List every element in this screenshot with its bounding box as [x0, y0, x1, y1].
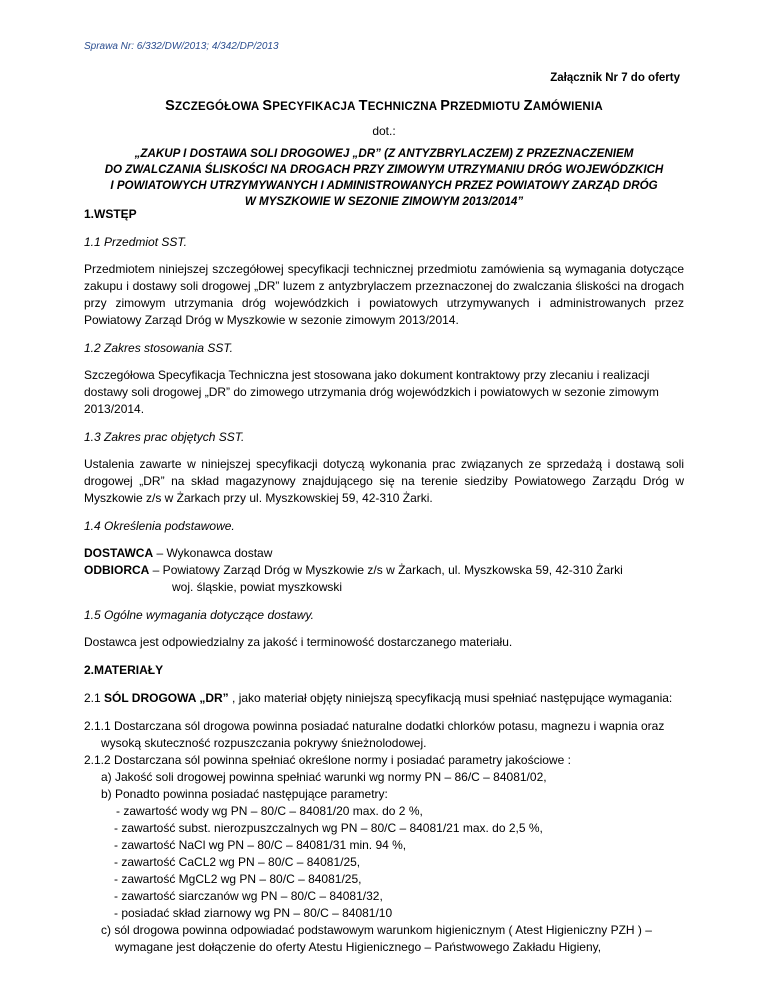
definitions-block — [84, 545, 684, 596]
paragraph: Przedmiotem niniejszej szczegółowej specyfikacji technicznej przedmiotu zamówienia są wymagania dotyczące zakupu i dostawy soli drogowej „DR” luzem z antyzbrylaczem przeznaczonej do zwalczania śliskości na drogach przy zimowym utrzymania dróg wojewódzkich i powiatowych utrzymywanych i administrowanych przez Powiatowy Zarząd Dróg w Myszkowie w sezonie zimowym 2013/2014. — [84, 262, 684, 327]
list-item: 2.1.1 Dostarczana sól drogowa powinna posiadać naturalne dodatki chlorków potasu, magnezu i wapnia oraz wysoką skuteczność rozpuszczania pokrywy śnieżnolodowej. — [84, 719, 665, 750]
section-heading: 2.MATERIAŁY — [84, 663, 164, 677]
list-item: a) Jakość soli drogowej powinna spełniać warunki wg normy PN – 86/C – 84081/02, — [101, 770, 547, 784]
annex-label: Załącznik Nr 7 do oferty — [550, 72, 680, 84]
list-item: 2.1.2 Dostarczana sól powinna spełniać określone normy i posiadać parametry jakościowe : — [84, 753, 571, 767]
paragraph: Dostawca jest odpowiedzialny za jakość i terminowość dostarczanego materiału. — [84, 635, 513, 649]
subject-line: „ZAKUP I DOSTAWA SOLI DROGOWEJ „DR” (Z ANTYZBRYLACZEM) Z PRZEZNACZENIEM — [134, 147, 634, 160]
parameter-item: - zawartość NaCl wg PN – 80/C – 84081/31 min. 94 %, — [114, 838, 407, 852]
parameter-item: - zawartość subst. nierozpuszczalnych wg PN – 80/C – 84081/21 max. do 2,5 %, — [114, 821, 543, 835]
parameter-item: - zawartość wody wg PN – 80/C – 84081/20 max. do 2 %, — [116, 804, 423, 818]
paragraph: Szczegółowa Specyfikacja Techniczna jest stosowana jako dokument kontraktowy przy zlecaniu i realizacji dostawy soli drogowej „DR” do zimowego utrzymania dróg wojewódzkich i powiatowych w sezonie zimowym 2013/2014. — [84, 368, 659, 416]
list-item: b) Ponadto powinna posiadać następujące parametry: — [101, 787, 388, 801]
parameter-item: - zawartość MgCL2 wg PN – 80/C – 84081/25, — [114, 872, 362, 886]
subject-block — [0, 146, 768, 210]
definition-supplier: DOSTAWCA – Wykonawca dostaw — [84, 546, 273, 560]
list-item: c) sól drogowa powinna odpowiadać podstawowym warunkom higienicznym ( Atest Higieniczny PZH ) – wymagane jest dołączenie do oferty Atestu Higienicznego – Państwowego Zakładu Higieny, — [101, 923, 652, 954]
subject-line: W MYSZKOWIE W SEZONIE ZIMOWYM 2013/2014” — [244, 195, 524, 208]
parameter-item: - zawartość siarczanów wg PN – 80/C – 84081/32, — [114, 889, 383, 903]
subsection-heading: 1.3 Zakres prac objętych SST. — [84, 430, 245, 444]
subsection-heading: 1.5 Ogólne wymagania dotyczące dostawy. — [84, 608, 314, 622]
definition-recipient: ODBIORCA – Powiatowy Zarząd Dróg w Myszkowie z/s w Żarkach, ul. Myszkowska 59, 42-310 Żarki — [84, 563, 623, 577]
parameter-item: - posiadać skład ziarnowy wg PN – 80/C – 84081/10 — [114, 906, 393, 920]
document-title: SZCZEGÓŁOWA SPECYFIKACJA TECHNICZNA PRZEDMIOTU ZAMÓWIENIA — [165, 98, 603, 114]
paragraph: Ustalenia zawarte w niniejszej specyfikacji dotyczą wykonania prac związanych ze sprzedażą i dostawą soli drogowej „DR” na skład magazynowy znajdującego się na terenie siedziby Powiatowego Zarządu Dróg w Myszkowie z/s w Żarkach przy ul. Myszkowskiej 59, 42-310 Żarki. — [84, 457, 684, 505]
subject-line: I POWIATOWYCH UTRZYMYWANYCH I ADMINISTROWANYCH PRZEZ POWIATOWY ZARZĄD DRÓG — [110, 179, 658, 192]
subject-line: DO ZWALCZANIA ŚLISKOŚCI NA DROGACH PRZY ZIMOWYM UTRZYMANIU DRÓG WOJEWÓDZKICH — [104, 163, 664, 176]
subsection-heading: 1.2 Zakres stosowania SST. — [84, 341, 233, 355]
definition-recipient-cont: woj. śląskie, powiat myszkowski — [172, 580, 343, 594]
parameter-item: - zawartość CaCL2 wg PN – 80/C – 84081/25, — [114, 855, 361, 869]
document-body — [84, 206, 684, 956]
dot-label: dot.: — [372, 124, 396, 138]
section-heading: 1.WSTĘP — [84, 207, 137, 221]
case-reference: Sprawa Nr: 6/332/DW/2013; 4/342/DP/2013 — [84, 41, 279, 52]
subsection-heading: 1.1 Przedmiot SST. — [84, 235, 187, 249]
materials-intro: 2.1 SÓL DROGOWA „DR” , jako materiał objęty niniejszą specyfikacją musi spełniać następujące wymagania: — [84, 691, 673, 705]
subsection-heading: 1.4 Określenia podstawowe. — [84, 519, 235, 533]
